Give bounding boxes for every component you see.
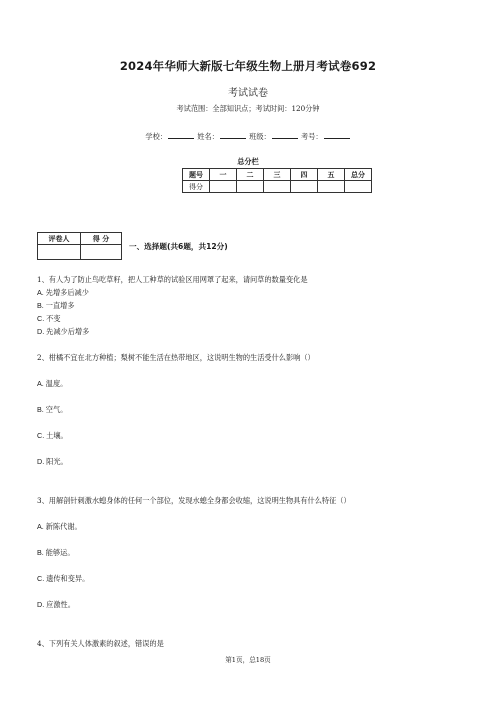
question-stem: 3、用解剖针刺激水螅身体的任何一个部位，发现水螅全身都会收缩，这说明生物具有什么特征（） <box>37 496 351 505</box>
grader-blank-row <box>38 245 122 260</box>
score-cell <box>264 181 291 193</box>
school-label: 学校： <box>145 132 167 141</box>
score-summary-table <box>182 168 372 193</box>
question-stem: 1、有人为了防止鸟吃草籽，把人工种草的试验区用网罩了起来，请问草的数量变化是 <box>37 275 308 284</box>
summary-header-cell: 总分 <box>345 169 372 181</box>
score-cell <box>237 181 264 193</box>
score-cell <box>210 181 237 193</box>
answer-option: D. 应激性。 <box>37 600 75 609</box>
summary-header-cell: 五 <box>318 169 345 181</box>
score-cell <box>318 181 345 193</box>
answer-option: B. 一直增多 <box>37 301 75 310</box>
answer-option: A. 新陈代谢。 <box>37 522 82 531</box>
class-blank <box>272 131 298 139</box>
number-label: 考号： <box>301 132 323 141</box>
name-label: 姓名： <box>197 132 219 141</box>
summary-header-cell: 三 <box>264 169 291 181</box>
student-info-line <box>0 131 496 142</box>
score-cell <box>291 181 318 193</box>
grader-table <box>37 232 122 260</box>
answer-option: A. 温度。 <box>37 379 68 388</box>
answer-option: C. 不变 <box>37 314 61 323</box>
answer-option: D. 阳光。 <box>37 457 68 466</box>
question-stem: 2、柑橘不宜在北方种植；梨树不能生活在热带地区，这说明生物的生活受什么影响（） <box>37 353 315 362</box>
summary-caption: 总分栏 <box>237 157 259 166</box>
grader-header-row <box>38 233 122 245</box>
answer-option: B. 能够运。 <box>37 548 75 557</box>
score-cell <box>345 181 372 193</box>
answer-option: D. 先减少后增多 <box>37 327 90 336</box>
summary-score-row <box>183 181 372 193</box>
grader-label: 评卷人 <box>38 233 81 245</box>
grader-score-label: 得 分 <box>81 233 122 245</box>
answer-option: C. 土壤。 <box>37 431 68 440</box>
summary-header-cell: 一 <box>210 169 237 181</box>
summary-header-cell: 四 <box>291 169 318 181</box>
answer-option: B. 空气。 <box>37 405 68 414</box>
answer-option: A. 先增多后减少 <box>37 288 89 297</box>
grader-cell <box>81 245 122 260</box>
name-blank <box>220 131 246 139</box>
question-stem: 4、下列有关人体激素的叙述，错误的是 <box>37 639 164 648</box>
school-blank <box>168 131 194 139</box>
section-title: 一、选择题(共6题，共12分) <box>129 242 228 251</box>
summary-header-cell: 二 <box>237 169 264 181</box>
number-blank <box>324 131 350 139</box>
answer-option: C. 遗传和变异。 <box>37 574 90 583</box>
summary-row-label: 得分 <box>183 181 210 193</box>
exam-title: 2024年华师大新版七年级生物上册月考试卷692 <box>119 59 377 73</box>
summary-header-row <box>183 169 372 181</box>
grader-cell <box>38 245 81 260</box>
exam-scope-info: 考试范围：全部知识点；考试时间：120分钟 <box>176 104 320 113</box>
exam-subtitle: 考试试卷 <box>228 88 268 99</box>
page-footer: 第1页，总18页 <box>225 656 271 664</box>
class-label: 班级： <box>249 132 271 141</box>
summary-header-cell: 题号 <box>183 169 210 181</box>
